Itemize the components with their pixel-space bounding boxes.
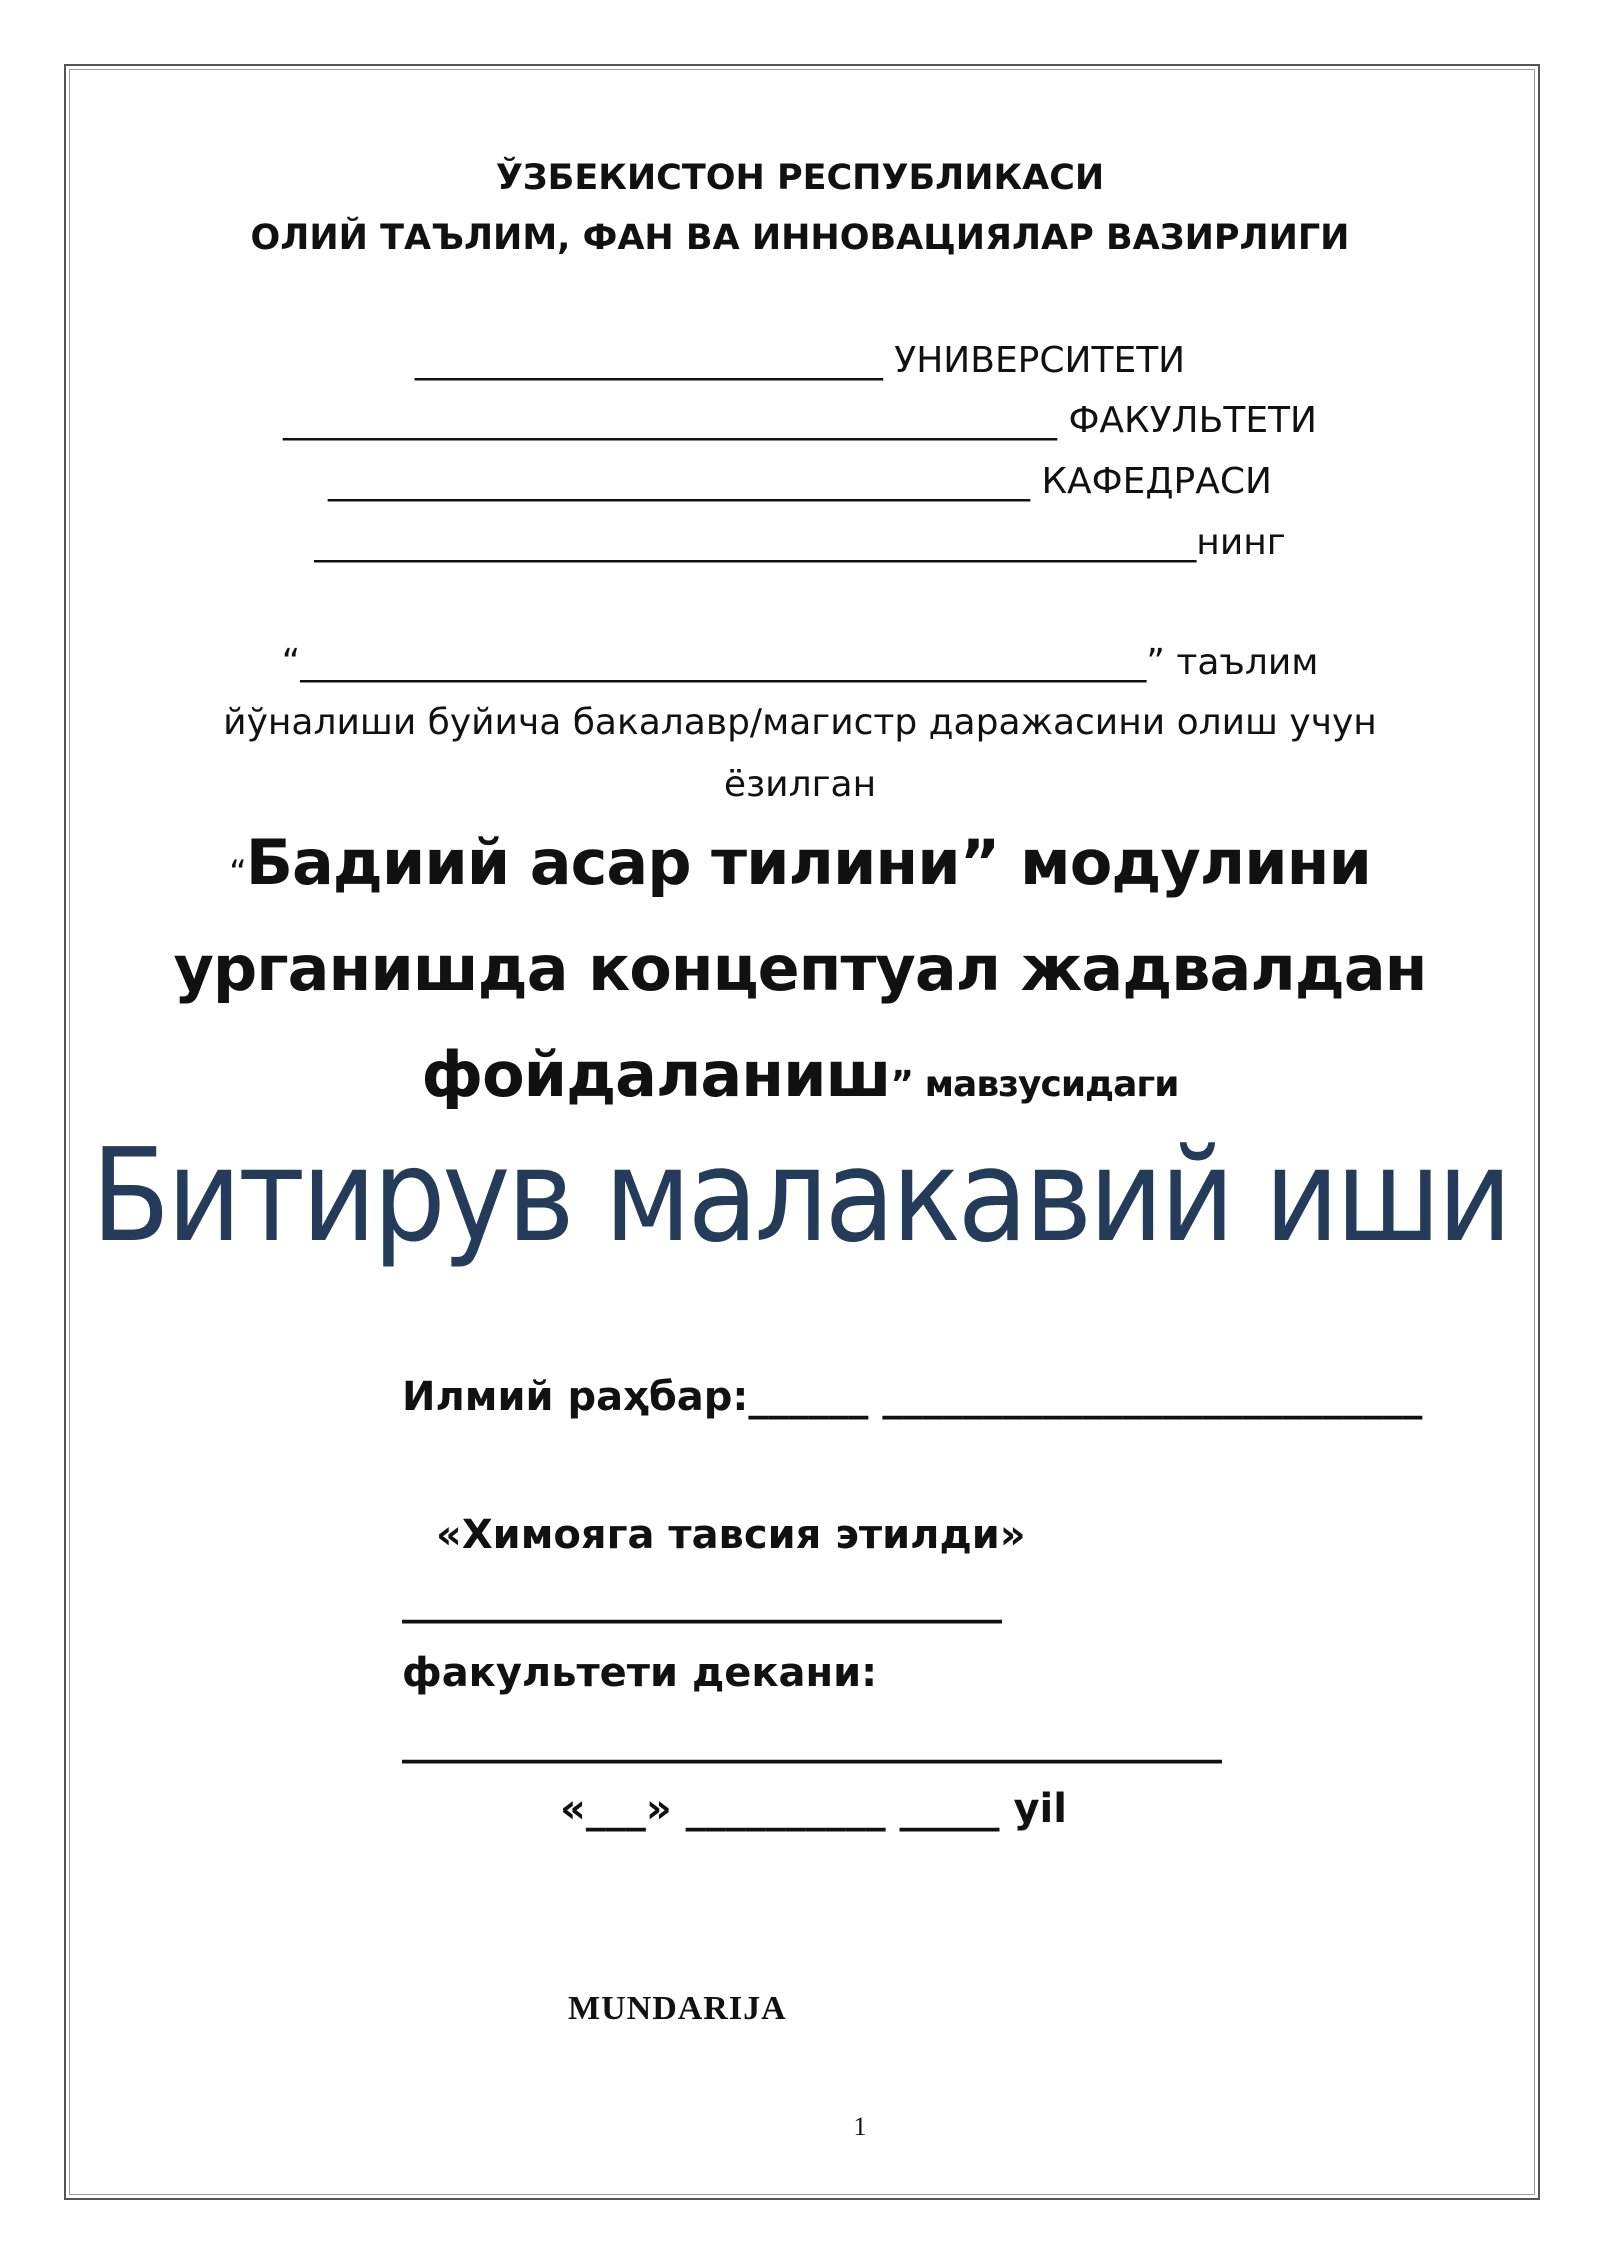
student-line: _________________________________________________нинг: [314, 522, 1286, 563]
country-heading: ЎЗБЕКИСТОН РЕСПУБЛИКАСИ: [495, 158, 1105, 198]
thesis-title: Битирув малакавий иши: [91, 1122, 1509, 1271]
page-number: 1: [853, 2112, 867, 2141]
direction-line: “_______________________________________________” таълим: [281, 642, 1319, 683]
university-line: __________________________ УНИВЕРСИТЕТИ: [414, 340, 1186, 381]
topic-line-2: урганишда концептуал жадвалдан: [173, 932, 1427, 1005]
faculty-line: ___________________________________________ ФАКУЛЬТЕТИ: [283, 400, 1317, 441]
topic-line-3: [0, 1038, 1600, 1111]
department-line: _______________________________________ КАФЕДРАСИ: [328, 461, 1272, 502]
contents-heading: MUNDARIJA: [568, 1990, 787, 2027]
topic-text-1: Бадиий асар тилини” модулини: [245, 826, 1371, 899]
degree-line: йўналиши буйича бакалавр/магистр даражасини олиш учун: [223, 702, 1377, 743]
date-line: «___» __________ _____ yil: [560, 1786, 1067, 1832]
recommended-label: «Химояга тавсия этилди»: [436, 1512, 1026, 1558]
topic-text-3: фойдаланиш: [421, 1038, 891, 1111]
topic-suffix: мавзусидаги: [913, 1064, 1179, 1105]
topic-line-1: [0, 826, 1600, 899]
recommended-blank: ______________________________: [402, 1578, 1002, 1624]
ministry-heading: ОЛИЙ ТАЪЛИМ, ФАН ВА ИННОВАЦИЯЛАР ВАЗИРЛИГИ: [250, 218, 1350, 258]
dean-blank: _________________________________________: [402, 1718, 1222, 1764]
topic-open-quote: “: [229, 853, 246, 893]
written-line: ёзилган: [723, 764, 877, 805]
supervisor-line: Илмий раҳбар:______ ___________________________: [402, 1374, 1423, 1420]
dean-label: факультети декани:: [402, 1650, 878, 1696]
topic-close-quote: ”: [890, 1064, 914, 1105]
